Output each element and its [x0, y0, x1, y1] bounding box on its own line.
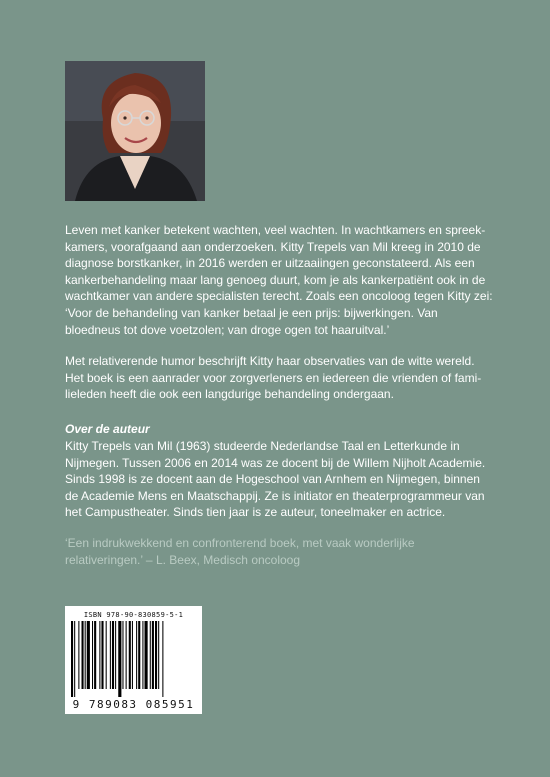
barcode-bar	[112, 621, 114, 689]
barcode-bar	[106, 621, 107, 689]
barcode-bar	[129, 621, 131, 689]
barcode-bar	[158, 621, 159, 689]
barcode-bar	[85, 621, 86, 689]
barcode-bar	[99, 621, 100, 689]
author-bio-paragraph	[65, 438, 495, 521]
barcode-bar	[122, 621, 123, 689]
barcode-digits: 9 789083 085951	[72, 698, 195, 711]
barcode-bar	[78, 621, 79, 689]
barcode-bar	[82, 621, 84, 689]
barcode-bar	[118, 621, 121, 697]
barcode-bar	[115, 621, 116, 689]
isbn-label: ISBN 978-90-830859-5-1	[83, 611, 184, 619]
review-quote: ‘Een indrukwekkend en confronterend boek, met vaak wonderlijke relativeringen.’ – L. Beex, Medisch oncoloog	[65, 536, 415, 567]
barcode-bar	[138, 621, 140, 689]
barcode-bar	[74, 621, 75, 697]
paragraph-text: Kitty Trepels van Mil (1963) studeerde Nederlandse Taal en Letterkunde in Nijmegen. Tussen 2006 en 2014 was ze docent bij de Willem Nijholt Academie. Sinds 1998 is ze docent aan de Hogeschool van Arnhem en Nijmegen, binnen de Academie Mens en Maatschappij. Ze is initiator en theaterprogrammeur van het Campustheater. Sinds tien jaar is ze auteur, toneelmaker en actrice.	[65, 439, 486, 520]
barcode-bar	[110, 621, 111, 689]
paragraph-text: Met relativerende humor beschrijft Kitty haar observaties van de witte wereld. Het boek is een aanrader voor zorgverleners en iedereen die vrienden of familieleden heeft die ook een langdurige behandeling ondergaan.	[65, 354, 482, 402]
author-portrait-illustration	[65, 61, 205, 201]
barcode-bar	[142, 621, 143, 689]
author-photo	[65, 61, 205, 201]
barcode-bar	[94, 621, 96, 689]
paragraph-text: Leven met kanker betekent wachten, veel wachten. In wachtkamers en spreekkamers, voorafgaand aan onderzoeken. Kitty Trepels van Mil kreeg in 2010 de diagnose borstkanker, in 2016 werden er uitzaaiingen geconstateerd. Als een kankerbehandeling maar lang genoeg duurt, kom je als kankerpatiënt ook in de wachtkamer van andere specialisten terecht. Zoals een oncoloog tegen Kitty zei: ‘Voor de behandeling van kanker betaal je een prijs: bijwerkingen. Van bloedneus tot dove voetzolen; van droge ogen tot haaruitval.’	[65, 223, 493, 337]
barcode-bar	[155, 621, 157, 689]
barcode-bar	[162, 621, 163, 697]
barcode-bar	[126, 621, 127, 689]
barcode-bar	[132, 621, 133, 689]
isbn-barcode	[65, 606, 202, 714]
barcode-bar	[87, 621, 90, 689]
description-paragraph-1	[65, 222, 495, 338]
barcode-bar	[150, 621, 151, 689]
barcode-bar	[71, 621, 73, 697]
barcode-bar	[101, 621, 103, 689]
barcode-bar	[136, 621, 137, 689]
description-paragraph-2	[65, 353, 495, 403]
barcode-bar	[152, 621, 154, 689]
barcode-bars	[71, 621, 196, 697]
barcode-bar	[145, 621, 148, 689]
about-author-heading: Over de auteur	[65, 422, 150, 436]
barcode-bar	[92, 621, 93, 689]
